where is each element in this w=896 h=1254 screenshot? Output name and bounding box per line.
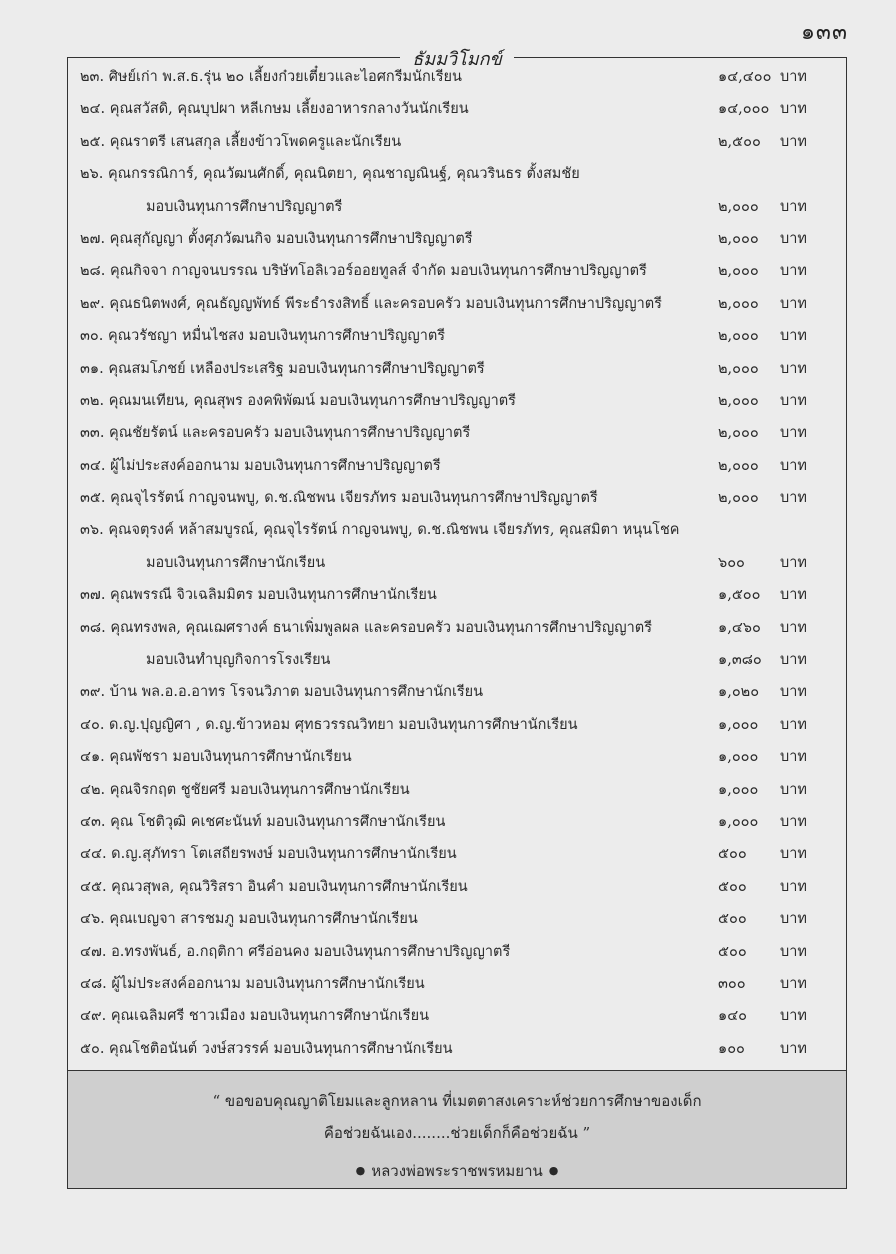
- donation-amount: ๑,๐๒๐: [718, 684, 760, 701]
- list-item: [68, 1000, 846, 1032]
- donor-description: ๓๗. คุณพรรณี จิวเฉลิมมิตร มอบเงินทุนการศึกษานักเรียน: [80, 587, 437, 604]
- donor-description: มอบเงินทุนการศึกษานักเรียน: [146, 554, 326, 571]
- donor-description: ๒๘. คุณกิจจา กาญจนบรรณ บริษัทโอลิเวอร์ออยทูลส์ จำกัด มอบเงินทุนการศึกษาปริญญาตรี: [80, 263, 647, 280]
- currency-unit: บาท: [780, 457, 807, 474]
- bullet-icon: ●: [548, 1164, 559, 1177]
- list-item: [68, 288, 846, 320]
- currency-unit: บาท: [780, 198, 807, 215]
- donation-amount: ๑๔,๔๐๐: [718, 69, 772, 85]
- currency-unit: บาท: [780, 813, 807, 830]
- donation-amount: ๒,๕๐๐: [718, 133, 761, 150]
- donation-amount: ๒,๐๐๐: [718, 198, 759, 215]
- list-item: [68, 353, 846, 385]
- list-item: [68, 838, 846, 870]
- currency-unit: บาท: [780, 1008, 807, 1025]
- donation-amount: ๒,๐๐๐: [718, 263, 759, 280]
- donation-amount: ๑๔,๐๐๐: [718, 101, 770, 118]
- donation-amount: ๒,๐๐๐: [718, 328, 759, 345]
- list-item: [68, 482, 846, 514]
- donor-description: ๓๒. คุณมนเทียน, คุณสุพร องคพิพัฒน์ มอบเงินทุนการศึกษาปริญญาตรี: [80, 392, 516, 409]
- list-item: [68, 709, 846, 741]
- donation-amount: ๒,๐๐๐: [718, 392, 759, 409]
- list-item: [68, 903, 846, 935]
- donation-amount: ๒,๐๐๐: [718, 457, 759, 474]
- quote-author: [68, 1159, 846, 1183]
- list-item: [68, 514, 846, 546]
- quote-line-1: “ ขอขอบคุณญาติโยมและลูกหลาน ที่เมตตาสงเคราะห์ช่วยการศึกษาของเด็ก: [212, 1092, 702, 1110]
- list-item: [68, 547, 846, 579]
- currency-unit: บาท: [780, 652, 807, 669]
- currency-unit: บาท: [780, 716, 807, 733]
- donation-amount: ๑,๕๐๐: [718, 587, 761, 604]
- donation-amount: ๕๐๐: [718, 911, 747, 928]
- donation-amount: ๑,๐๐๐: [718, 781, 759, 798]
- donor-list: [68, 61, 846, 1065]
- donor-description: ๒๗. คุณสุกัญญา ตั้งศุภวัฒนกิจ มอบเงินทุนการศึกษาปริญญาตรี: [80, 230, 473, 247]
- donation-amount: ๑๐๐: [718, 1040, 745, 1057]
- donation-amount: ๑,๐๐๐: [718, 716, 759, 733]
- donor-description: ๓๕. คุณจุไรรัตน์ กาญจนพบู, ด.ช.ณิชพน เจียรภัทร มอบเงินทุนการศึกษาปริญญาตรี: [80, 490, 598, 507]
- donor-description: ๔๓. คุณ โชติวุฒิ คเชศะนันท์ มอบเงินทุนการศึกษานักเรียน: [80, 813, 446, 830]
- list-item: [68, 223, 846, 255]
- list-item: [68, 126, 846, 158]
- donation-amount: ๕๐๐: [718, 846, 747, 863]
- currency-unit: บาท: [780, 878, 807, 895]
- donor-description: ๓๖. คุณจตุรงค์ หล้าสมบูรณ์, คุณจุไรรัตน์ กาญจนพบู, ด.ช.ณิชพน เจียรภัทร, คุณสมิตา หนุนโชค: [80, 522, 680, 539]
- currency-unit: บาท: [780, 133, 807, 150]
- donor-description: ๔๑. คุณพัชรา มอบเงินทุนการศึกษานักเรียน: [80, 749, 352, 766]
- quote-box: [68, 1070, 846, 1188]
- donor-description: ๕๐. คุณโชติอนันต์ วงษ์สวรรค์ มอบเงินทุนการศึกษานักเรียน: [80, 1040, 453, 1057]
- page-number: ๑๓๓: [800, 20, 848, 45]
- donor-description: ๒๕. คุณราตรี เสนสกุล เลี้ยงข้าวโพดครูและนักเรียน: [80, 133, 402, 150]
- donor-description: ๓๙. บ้าน พล.อ.อ.อาทร โรจนวิภาต มอบเงินทุนการศึกษานักเรียน: [80, 684, 484, 701]
- donor-description: ๔๖. คุณเบญจา สารชมภู มอบเงินทุนการศึกษานักเรียน: [80, 911, 418, 928]
- currency-unit: บาท: [780, 360, 807, 377]
- donation-amount: ๕๐๐: [718, 943, 747, 960]
- list-item: [68, 320, 846, 352]
- donation-amount: ๕๐๐: [718, 878, 747, 895]
- list-item: [68, 191, 846, 223]
- list-item: [68, 93, 846, 125]
- currency-unit: บาท: [780, 295, 807, 312]
- donor-description: ๔๕. คุณวสุพล, คุณวิริสรา อินคำ มอบเงินทุนการศึกษานักเรียน: [80, 878, 468, 895]
- donation-amount: ๒,๐๐๐: [718, 360, 759, 377]
- currency-unit: บาท: [780, 684, 807, 701]
- currency-unit: บาท: [780, 101, 807, 118]
- list-item: [68, 385, 846, 417]
- list-item: [68, 676, 846, 708]
- donation-amount: ๑,๐๐๐: [718, 749, 759, 766]
- donor-description: ๔๘. ผู้ไม่ประสงค์ออกนาม มอบเงินทุนการศึกษานักเรียน: [80, 975, 425, 992]
- quote-author-name: หลวงพ่อพระราชพรหมยาน: [371, 1162, 543, 1180]
- list-item: [68, 612, 846, 644]
- list-item: [68, 417, 846, 449]
- currency-unit: บาท: [780, 943, 807, 960]
- donation-amount: ๑,๔๖๐: [718, 619, 761, 636]
- list-item: [68, 1033, 846, 1065]
- donation-amount: ๖๐๐: [718, 554, 745, 571]
- currency-unit: บาท: [780, 230, 807, 247]
- donor-description: ๓๐. คุณวรัชญา หมื่นไชสง มอบเงินทุนการศึกษาปริญญาตรี: [80, 328, 446, 345]
- donor-description: ๓๔. ผู้ไม่ประสงค์ออกนาม มอบเงินทุนการศึกษาปริญญาตรี: [80, 457, 441, 474]
- donation-amount: ๒,๐๐๐: [718, 230, 759, 247]
- quote-line-2: คือช่วยฉันเอง........ช่วยเด็กก็คือช่วยฉัน ”: [323, 1124, 591, 1142]
- currency-unit: บาท: [780, 1040, 807, 1057]
- list-item: [68, 936, 846, 968]
- list-item: [68, 741, 846, 773]
- donation-amount: ๒,๐๐๐: [718, 425, 759, 442]
- donation-amount: ๒,๐๐๐: [718, 295, 759, 312]
- currency-unit: บาท: [780, 328, 807, 345]
- donation-amount: ๓๐๐: [718, 975, 746, 992]
- currency-unit: บาท: [780, 263, 807, 280]
- list-item: [68, 255, 846, 287]
- donor-description: ๒๔. คุณสวัสดิ, คุณบุปผา หลีเกษม เลี้ยงอาหารกลางวันนักเรียน: [80, 101, 469, 118]
- currency-unit: บาท: [780, 587, 807, 604]
- currency-unit: บาท: [780, 846, 807, 863]
- donation-amount: ๑,๓๘๐: [718, 652, 762, 669]
- list-item: [68, 968, 846, 1000]
- donation-amount: ๑๔๐: [718, 1008, 748, 1025]
- donor-description: ๓๘. คุณทรงพล, คุณเฌศรางค์ ธนาเพิ่มพูลผล และครอบครัว มอบเงินทุนการศึกษาปริญญาตรี: [80, 619, 652, 636]
- donor-description: ๔๗. อ.ทรงพันธ์, อ.กฤติกา ศรีอ่อนคง มอบเงินทุนการศึกษาปริญญาตรี: [80, 943, 511, 960]
- currency-unit: บาท: [780, 619, 807, 636]
- donor-description: ๓๓. คุณชัยรัตน์ และครอบครัว มอบเงินทุนการศึกษาปริญญาตรี: [80, 425, 471, 442]
- donor-description: ๒๖. คุณกรรณิการ์, คุณวัฒนศักดิ์, คุณนิตยา, คุณชาญณินฐ์, คุณวรินธร ตั้งสมชัย: [80, 166, 580, 183]
- donor-description: ๒๓. ศิษย์เก่า พ.ส.ธ.รุ่น ๒๐ เลี้ยงก๋วยเตี๋ยวและไอศกรีมนักเรียน: [80, 69, 462, 85]
- donor-list-frame: [67, 49, 847, 1189]
- list-item: [68, 644, 846, 676]
- currency-unit: บาท: [780, 490, 807, 507]
- list-item: [68, 61, 846, 93]
- currency-unit: บาท: [780, 425, 807, 442]
- currency-unit: บาท: [780, 69, 807, 85]
- donor-description: ๓๑. คุณสมโภชย์ เหลืองประเสริฐ มอบเงินทุนการศึกษาปริญญาตรี: [80, 360, 485, 377]
- currency-unit: บาท: [780, 749, 807, 766]
- donor-description: ๔๔. ด.ญ.สุภัทรา โตเสถียรพงษ์ มอบเงินทุนการศึกษานักเรียน: [80, 846, 457, 863]
- currency-unit: บาท: [780, 911, 807, 928]
- donation-amount: ๒,๐๐๐: [718, 490, 759, 507]
- donor-description: ๒๙. คุณธนิตพงศ์, คุณธัญญพัทธ์ พีระธำรงสิทธิ์ และครอบครัว มอบเงินทุนการศึกษาปริญญาตรี: [80, 295, 662, 312]
- section-title-text: ธัมมวิโมกข์: [400, 49, 514, 70]
- donor-description: ๔๐. ด.ญ.ปุญญิศา , ด.ญ.ข้าวหอม ศุทธวรรณวิทยา มอบเงินทุนการศึกษานักเรียน: [80, 716, 578, 733]
- donor-description: ๔๒. คุณจิรกฤต ชูชัยศรี มอบเงินทุนการศึกษานักเรียน: [80, 781, 410, 798]
- bullet-icon: ●: [355, 1164, 366, 1177]
- currency-unit: บาท: [780, 392, 807, 409]
- currency-unit: บาท: [780, 975, 807, 992]
- list-item: [68, 774, 846, 806]
- list-item: [68, 871, 846, 903]
- donation-amount: ๑,๐๐๐: [718, 813, 759, 830]
- donor-description: ๔๙. คุณเฉลิมศรี ชาวเมือง มอบเงินทุนการศึกษานักเรียน: [80, 1008, 430, 1025]
- list-item: [68, 450, 846, 482]
- donor-description: มอบเงินทำบุญกิจการโรงเรียน: [146, 652, 331, 669]
- list-item: [68, 579, 846, 611]
- list-item: [68, 806, 846, 838]
- currency-unit: บาท: [780, 781, 807, 798]
- donor-description: มอบเงินทุนการศึกษาปริญญาตรี: [146, 198, 343, 215]
- currency-unit: บาท: [780, 554, 807, 571]
- list-item: [68, 158, 846, 190]
